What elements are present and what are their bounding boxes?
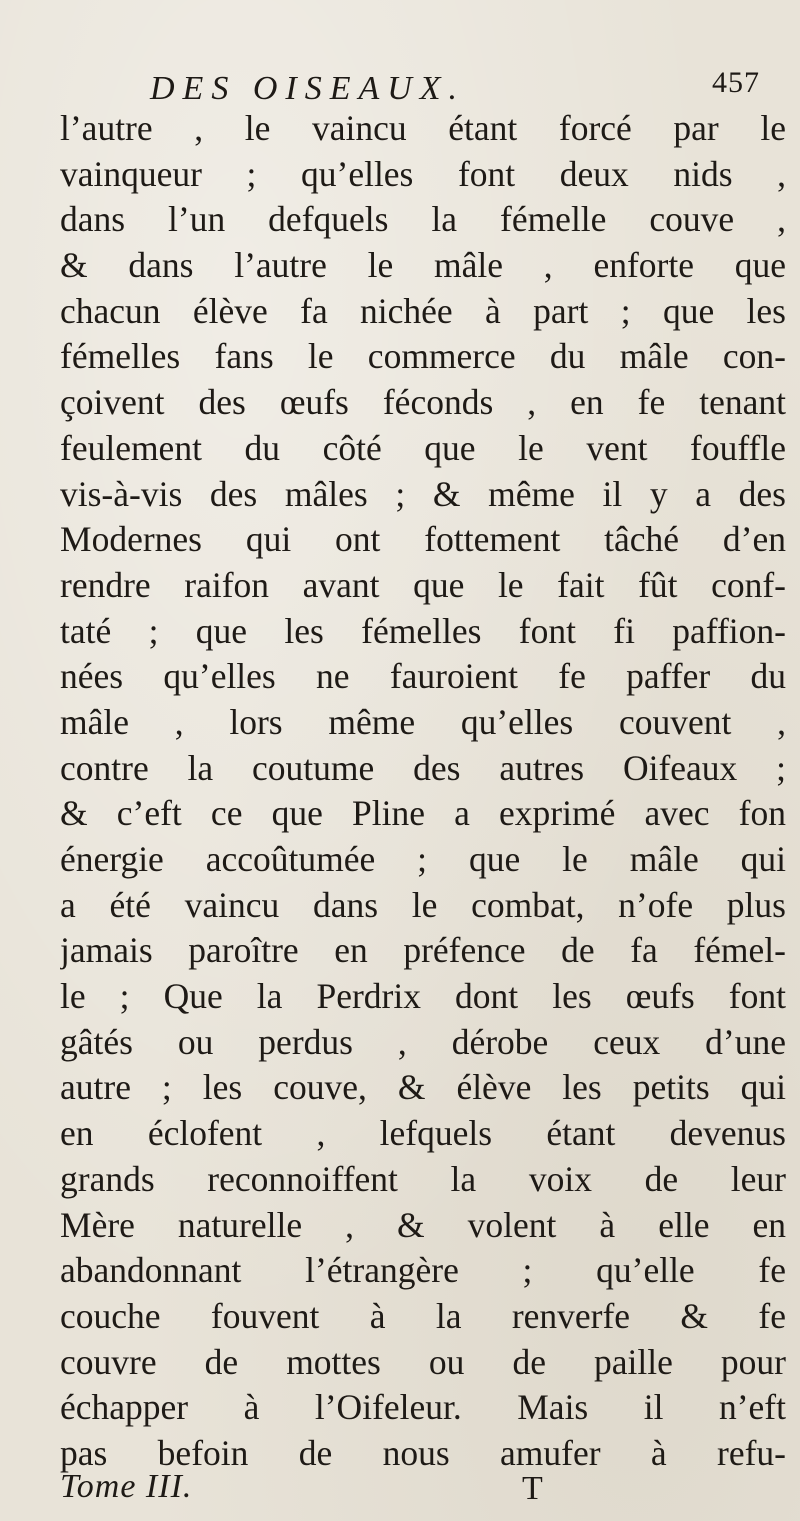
text-line: vis-à-vis des mâles ; & même il y a des bbox=[60, 473, 786, 514]
text-line: mâle , lors même qu’elles couvent , bbox=[60, 701, 786, 742]
text-line: le ; Que la Perdrix dont les œufs font bbox=[60, 976, 786, 1017]
text-line: l’autre , le vaincu étant forcé par le bbox=[60, 108, 786, 148]
text-line: gâtés ou perdus , dérobe ceux d’une bbox=[60, 1021, 786, 1062]
text-line: pas befoin de nous amufer à refu- bbox=[60, 1432, 786, 1473]
text-line: Mère naturelle , & volent à elle en bbox=[60, 1204, 786, 1245]
text-line: contre la coutume des autres Oifeaux ; bbox=[60, 747, 786, 788]
text-line: énergie accoûtumée ; que le mâle qui bbox=[60, 839, 786, 879]
text-line: fémelles fans le commerce du mâle con- bbox=[60, 336, 786, 377]
page-header bbox=[150, 62, 760, 112]
text-line: grands reconnoiffent la voix de leur bbox=[60, 1158, 786, 1199]
text-line: feulement du côté que le vent fouffle bbox=[60, 427, 786, 468]
text-line: rendre raifon avant que le fait fût conf- bbox=[60, 564, 786, 605]
volume-label: Tome III. bbox=[60, 1468, 193, 1505]
text-line: çoivent des œufs féconds , en fe tenant bbox=[60, 382, 786, 423]
signature-mark: T bbox=[522, 1470, 543, 1507]
body-text bbox=[60, 106, 786, 1477]
text-line: abandonnant l’étrangère ; qu’elle fe bbox=[60, 1250, 786, 1291]
text-line: & dans l’autre le mâle , enforte que bbox=[60, 245, 786, 286]
running-head: DES OISEAUX. bbox=[150, 70, 466, 107]
text-line: jamais paroître en préfence de fa fémel- bbox=[60, 930, 786, 971]
text-line: couche fouvent à la renverfe & fe bbox=[60, 1295, 786, 1336]
page-footer bbox=[60, 1468, 720, 1514]
text-line: taté ; que les fémelles font fi paffion- bbox=[60, 610, 786, 651]
text-line: dans l’un defquels la fémelle couve , bbox=[60, 199, 786, 240]
text-line: nées qu’elles ne fauroient fe paffer du bbox=[60, 656, 786, 697]
text-line: chacun élève fa nichée à part ; que les bbox=[60, 290, 786, 331]
text-line: échapper à l’Oifeleur. Mais il n’eft bbox=[60, 1387, 786, 1428]
text-line: couvre de mottes ou de paille pour bbox=[60, 1341, 786, 1382]
text-line: autre ; les couve, & élève les petits qui bbox=[60, 1067, 786, 1108]
page-number: 457 bbox=[712, 66, 760, 99]
text-line: Modernes qui ont fottement tâché d’en bbox=[60, 519, 786, 560]
text-line: vainqueur ; qu’elles font deux nids , bbox=[60, 153, 786, 194]
text-line: & c’eft ce que Pline a exprimé avec fon bbox=[60, 793, 786, 834]
text-line: en éclofent , lefquels étant devenus bbox=[60, 1113, 786, 1154]
text-line: a été vaincu dans le combat, n’ofe plus bbox=[60, 884, 786, 925]
